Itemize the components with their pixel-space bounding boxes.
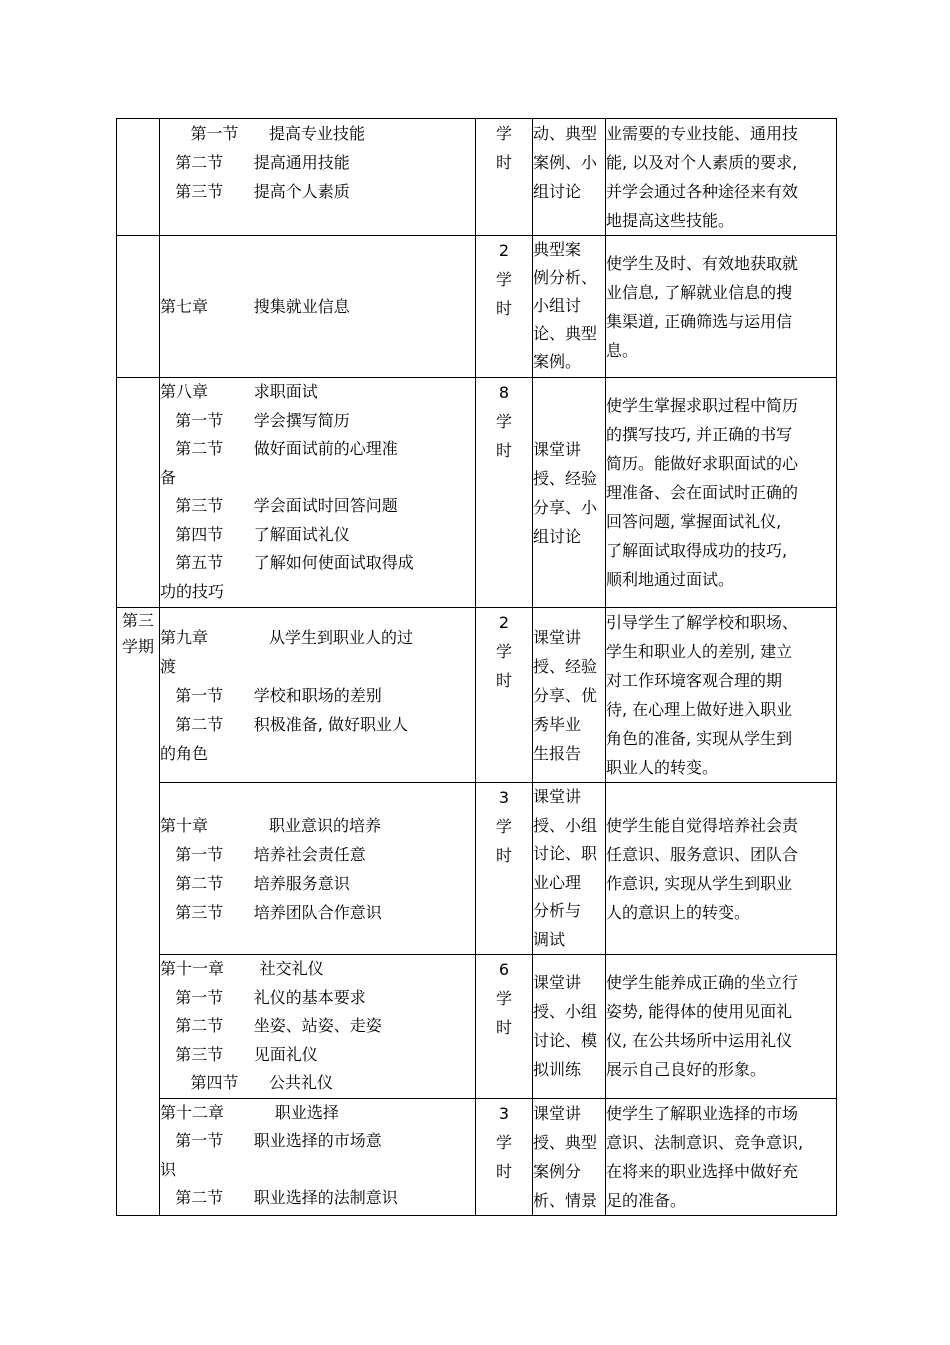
goal-line: 并学会通过各种途径来有效 (606, 182, 799, 201)
method-line: 案例分 (533, 1161, 582, 1181)
goal-line: 引导学生了解学校和职场、 (606, 613, 799, 632)
hours-line: 3 (498, 788, 510, 807)
hours-line: 时 (495, 1018, 512, 1037)
goal-line: 任意识、服务意识、团队合 (606, 844, 799, 864)
content-line: 第二节 培养服务意识 (160, 873, 350, 893)
content-line: 第二节 做好面试前的心理准 (160, 439, 398, 458)
semester-label-line: 第三 (121, 611, 154, 630)
hours-line: 8 (498, 383, 510, 402)
hours-line: 时 (495, 1161, 512, 1181)
goal-line: 意识、法制意识、竞争意识, (606, 1132, 804, 1152)
semester-cell (117, 608, 160, 1216)
goal-line: 简历。能做好求职面试的心 (606, 454, 799, 473)
goal-line: 职业人的转变。 (606, 758, 719, 777)
hours-cell (476, 955, 533, 1099)
content-line: 第一节 学校和职场的差别 (160, 685, 382, 705)
goal-line: 角色的准备, 实现从学生到 (606, 729, 793, 748)
hours-line: 6 (498, 960, 510, 979)
content-line: 第二节 职业选择的法制意识 (160, 1188, 398, 1207)
chapter-content-cell (160, 608, 476, 783)
content-line: 第一节 学会撰写简历 (160, 410, 350, 430)
method-line: 业心理 (533, 872, 582, 892)
hours-line: 2 (498, 613, 510, 632)
method-line: 论、典型 (533, 324, 598, 343)
goal-line: 待, 在心理上做好进入职业 (606, 700, 793, 719)
content-line: 第二节 提高通用技能 (160, 153, 350, 172)
method-line: 授、经验 (533, 468, 598, 488)
goal-line: 集渠道, 正确筛选与运用信 (606, 311, 793, 331)
content-line: 第十章 职业意识的培养 (160, 815, 382, 835)
hours-cell (476, 119, 533, 236)
chapter-content-cell (160, 783, 476, 955)
content-line: 第三节 见面礼仪 (160, 1044, 318, 1064)
goal-line: 使学生能养成正确的坐立行 (606, 973, 799, 993)
table-row (117, 1098, 837, 1215)
method-line: 授、小组 (533, 1002, 598, 1022)
goal-line: 使学生能自觉得培养社会责 (606, 815, 799, 835)
goal-line: 仪, 在公共场所中运用礼仪 (606, 1031, 793, 1051)
content-line: 第二节 坐姿、站姿、走姿 (160, 1016, 382, 1035)
hours-line: 时 (495, 671, 512, 690)
content-line: 渡 (160, 656, 177, 676)
table-row (117, 955, 837, 1099)
method-line: 授、经验 (533, 656, 598, 676)
method-line: 课堂讲 (533, 1103, 582, 1123)
content-line: 第一节 培养社会责任意 (160, 844, 366, 864)
content-line: 第五节 了解如何使面试取得成 (160, 553, 414, 572)
hours-cell (476, 783, 533, 955)
content-line: 第四节 公共礼仪 (160, 1073, 334, 1092)
method-cell (533, 1098, 606, 1215)
hours-cell (476, 608, 533, 783)
goal-line: 对工作环境客观合理的期 (606, 671, 783, 690)
method-line: 调试 (533, 929, 566, 949)
method-line: 讨论、职 (533, 844, 598, 863)
goal-line: 作意识, 实现从学生到职业 (606, 873, 793, 893)
goal-line: 业需要的专业技能、通用技 (606, 124, 799, 143)
hours-line: 学 (495, 1132, 512, 1152)
method-line: 拟训练 (533, 1060, 582, 1080)
method-line: 课堂讲 (533, 439, 582, 459)
method-cell (533, 955, 606, 1099)
content-line: 第一节 礼仪的基本要求 (160, 987, 366, 1007)
goal-line: 学生和职业人的差别, 建立 (606, 642, 793, 661)
hours-line: 学 (495, 124, 512, 143)
goal-line: 回答问题, 掌握面试礼仪, (606, 512, 782, 531)
method-line: 小组讨 (533, 296, 582, 315)
method-line: 分析与 (533, 901, 582, 920)
hours-line: 3 (498, 1103, 510, 1123)
table-row (117, 378, 837, 608)
content-line: 第一节 职业选择的市场意 (160, 1131, 382, 1150)
chapter-content-cell (160, 378, 476, 608)
table-row (117, 119, 837, 236)
hours-line: 学 (495, 817, 512, 836)
goal-line: 展示自己良好的形象。 (606, 1060, 767, 1080)
goal-line: 能, 以及对个人素质的要求, (606, 153, 798, 172)
method-cell (533, 608, 606, 783)
method-line: 生报告 (533, 743, 582, 763)
table-row (117, 236, 837, 378)
method-line: 授、小组 (533, 815, 598, 835)
hours-line: 时 (495, 153, 512, 172)
method-cell (533, 378, 606, 608)
content-line: 第七章 搜集就业信息 (160, 297, 350, 316)
method-line: 课堂讲 (533, 973, 582, 993)
goal-line: 足的准备。 (606, 1190, 687, 1210)
method-line: 析、情景 (533, 1190, 598, 1210)
goal-cell (606, 1098, 837, 1215)
method-line: 分享、小 (533, 497, 598, 517)
goal-line: 在将来的职业选择中做好充 (606, 1161, 799, 1181)
chapter-content-cell (160, 1098, 476, 1215)
hours-line: 学 (495, 270, 512, 289)
semester-label-line: 学期 (121, 637, 154, 656)
method-line: 组讨论 (533, 182, 582, 201)
goal-line: 了解面试取得成功的技巧, (606, 541, 788, 560)
goal-cell (606, 608, 837, 783)
goal-line: 顺利地通过面试。 (606, 570, 735, 589)
content-line: 识 (160, 1159, 177, 1179)
content-line: 的角色 (160, 743, 209, 763)
method-line: 课堂讲 (533, 787, 582, 806)
chapter-content-cell (160, 119, 476, 236)
hours-line: 时 (495, 441, 512, 460)
method-line: 案例、小 (533, 153, 598, 172)
method-cell (533, 119, 606, 236)
goal-cell (606, 236, 837, 378)
goal-cell (606, 119, 837, 236)
goal-cell (606, 783, 837, 955)
hours-line: 时 (495, 299, 512, 318)
content-line: 第十二章 职业选择 (160, 1102, 339, 1122)
goal-line: 使学生掌握求职过程中简历 (606, 396, 799, 415)
chapter-content-cell (160, 236, 476, 378)
content-line: 第一节 提高专业技能 (160, 124, 366, 143)
goal-line: 姿势, 能得体的使用见面礼 (606, 1002, 793, 1022)
semester-cell-empty (117, 378, 160, 608)
content-line: 备 (160, 467, 177, 487)
goal-line: 地提高这些技能。 (606, 211, 735, 230)
method-line: 分享、优 (533, 685, 598, 705)
content-line: 功的技巧 (160, 581, 225, 601)
content-line: 第十一章 社交礼仪 (160, 959, 324, 978)
goal-line: 的撰写技巧, 并正确的书写 (606, 425, 793, 444)
hours-line: 2 (498, 241, 510, 260)
hours-line: 学 (495, 642, 512, 661)
method-line: 组讨论 (533, 526, 582, 546)
method-line: 讨论、模 (533, 1031, 598, 1051)
hours-line: 时 (495, 846, 512, 865)
table-row (117, 783, 837, 955)
content-line: 第四节 了解面试礼仪 (160, 524, 350, 544)
goal-line: 使学生及时、有效地获取就 (606, 253, 799, 273)
method-line: 授、典型 (533, 1132, 598, 1152)
method-line: 典型案 (533, 240, 582, 259)
semester-cell-empty (117, 236, 160, 378)
method-line: 案例。 (533, 352, 582, 371)
method-line: 例分析、 (533, 268, 598, 287)
goal-line: 理准备、会在面试时正确的 (606, 483, 799, 502)
goal-line: 人的意识上的转变。 (606, 902, 751, 922)
method-line: 秀毕业 (533, 714, 582, 734)
semester-cell-empty (117, 119, 160, 236)
hours-line: 学 (495, 412, 512, 431)
method-cell (533, 236, 606, 378)
chapter-content-cell (160, 955, 476, 1099)
goal-cell (606, 955, 837, 1099)
hours-cell (476, 378, 533, 608)
method-line: 课堂讲 (533, 627, 582, 647)
goal-line: 业信息, 了解就业信息的搜 (606, 282, 793, 302)
content-line: 第三节 培养团队合作意识 (160, 902, 382, 922)
hours-line: 学 (495, 989, 512, 1008)
table-row (117, 608, 837, 783)
content-line: 第三节 学会面试时回答问题 (160, 496, 398, 515)
method-cell (533, 783, 606, 955)
hours-cell (476, 1098, 533, 1215)
content-line: 第二节 积极准备, 做好职业人 (160, 714, 408, 734)
content-line: 第九章 从学生到职业人的过 (160, 627, 414, 647)
method-line: 动、典型 (533, 124, 598, 143)
goal-line: 使学生了解职业选择的市场 (606, 1103, 799, 1123)
goal-cell (606, 378, 837, 608)
content-line: 第八章 求职面试 (160, 382, 318, 401)
course-schedule-table (116, 118, 837, 1216)
hours-cell (476, 236, 533, 378)
content-line: 第三节 提高个人素质 (160, 182, 350, 201)
goal-line: 息。 (606, 340, 639, 360)
